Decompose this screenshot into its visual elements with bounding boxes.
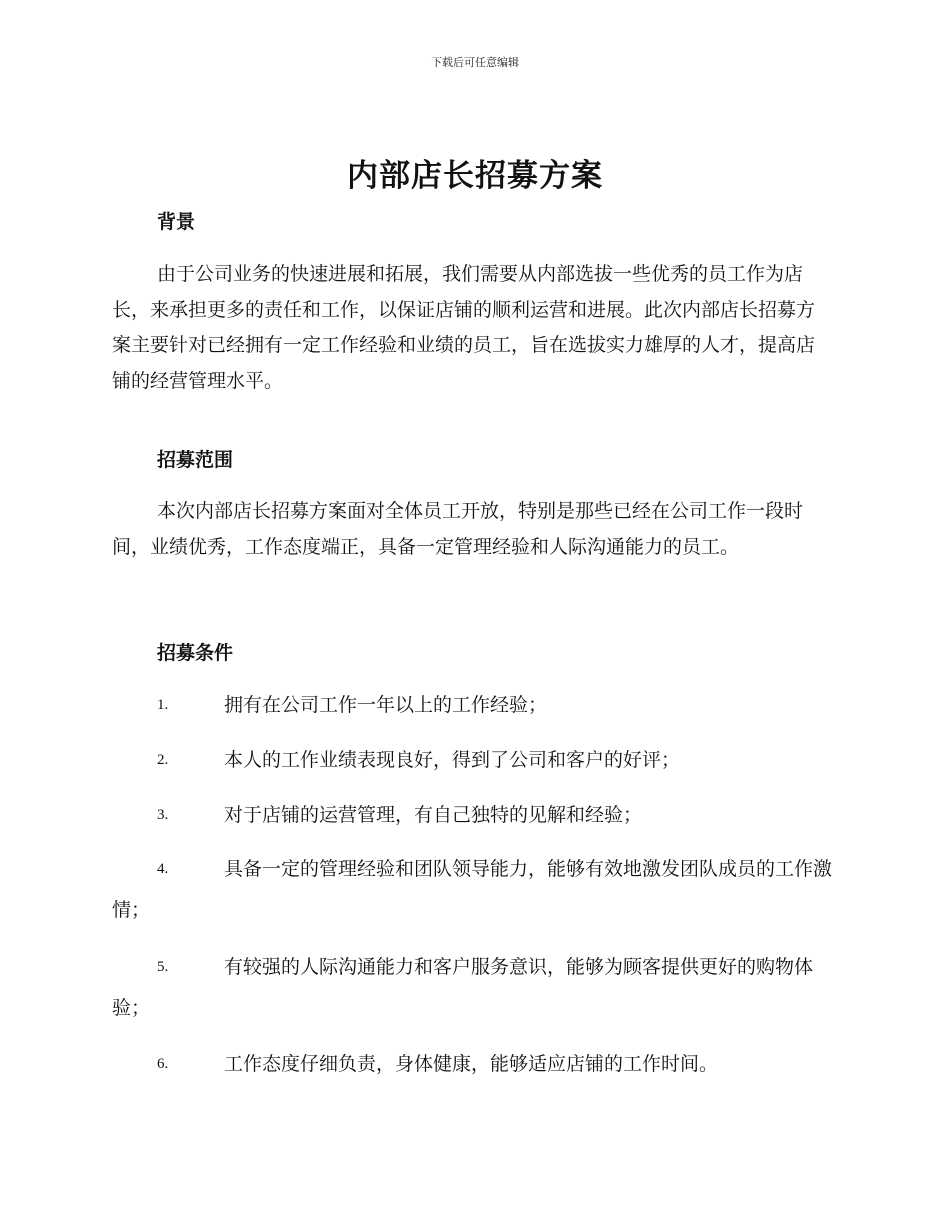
condition-text: 本人的工作业绩表现良好，得到了公司和客户的好评； (224, 749, 681, 771)
condition-text: 工作态度仔细负责，身体健康，能够适应店铺的工作时间。 (224, 1053, 719, 1075)
section-heading-scope: 招募范围 (157, 449, 234, 471)
condition-item (112, 1044, 832, 1085)
condition-item (112, 685, 832, 726)
condition-text: 具备一定的管理经验和团队领导能力，能够有效地激发团队成员的工作激情； (112, 858, 833, 921)
condition-item (112, 947, 832, 1029)
condition-item (112, 795, 832, 836)
condition-text: 拥有在公司工作一年以上的工作经验； (224, 694, 548, 716)
section-heading-conditions: 招募条件 (157, 642, 234, 664)
condition-number: 4. (157, 861, 169, 877)
header-note: 下载后可任意编辑 (431, 56, 519, 69)
document-title: 内部店长招募方案 (347, 158, 603, 194)
background-paragraph: 由于公司业务的快速进展和拓展，我们需要从内部选拔一些优秀的员工作为店长，来承担更多的责任和工作，以保证店铺的顺利运营和进展。此次内部店长招募方案主要针对已经拥有一定工作经验和业绩的员工，旨在选拔实力雄厚的人才，提高店铺的经营管理水平。 (112, 263, 816, 392)
scope-paragraph: 本次内部店长招募方案面对全体员工开放，特别是那些已经在公司工作一段时间，业绩优秀，工作态度端正，具备一定管理经验和人际沟通能力的员工。 (112, 500, 804, 558)
condition-item (112, 849, 832, 931)
condition-number: 5. (157, 959, 169, 975)
condition-number: 1. (157, 697, 169, 713)
condition-item (112, 740, 832, 781)
section-heading-background: 背景 (157, 211, 196, 233)
condition-number: 6. (157, 1056, 169, 1072)
condition-text: 对于店铺的运营管理，有自己独特的见解和经验； (224, 804, 643, 826)
condition-text: 有较强的人际沟通能力和客户服务意识，能够为顾客提供更好的购物体验； (112, 956, 814, 1019)
condition-number: 2. (157, 752, 169, 768)
condition-number: 3. (157, 807, 169, 823)
